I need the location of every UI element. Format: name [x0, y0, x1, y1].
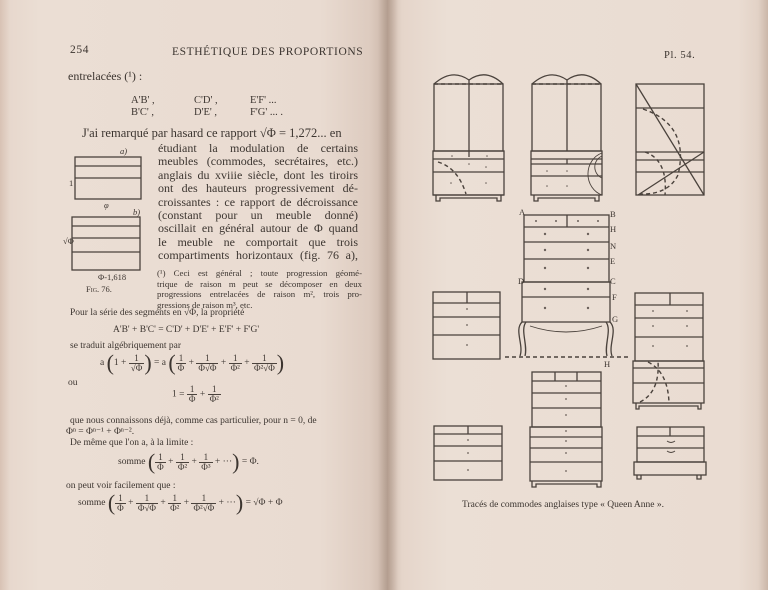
chest-left-bottom	[434, 426, 502, 480]
eq-lhs: 1 =	[172, 389, 185, 400]
eq-result: = Φ.	[241, 457, 259, 468]
known-line-2: Φⁿ = Φⁿ⁻¹ + Φⁿ⁻².	[66, 427, 135, 437]
point-label-n: N	[610, 241, 617, 251]
eq-word: somme	[78, 498, 106, 509]
footnote-line: gressions de raison m³, etc.	[157, 299, 253, 310]
ou-line: ou	[68, 378, 78, 388]
point-label-d: D	[518, 276, 525, 286]
running-head: ESTHÉTIQUE DES PROPORTIONS	[172, 46, 364, 58]
fig-label-b-side: √Φ	[63, 236, 74, 246]
point-label-c: C	[610, 276, 616, 286]
secretary-bookcase-1	[433, 75, 504, 201]
point-label-f: F	[612, 292, 617, 302]
geometric-construction	[636, 84, 704, 195]
equation-sum2: somme ( $\frac{1}{\Phi}$ + $\frac{1}{\Phi√\Phi}$ + $\frac{1}{\text{Φ²}}$ + $\frac{1}{\text{Φ²√Φ}}$ + ···) = √Φ + Φ	[78, 490, 283, 515]
paragraph-line: oscillait en général autour de Φ quand	[158, 221, 358, 236]
eq-ellipsis: + ···	[214, 457, 233, 468]
plate-number: Pl. 54.	[664, 50, 696, 61]
eq-prefix: a	[100, 358, 105, 369]
paragraph-line: meubles (commodes, secrétaires, etc.)	[158, 154, 358, 169]
segment-cell: E'F' ...	[250, 95, 277, 106]
point-label-a: A	[519, 207, 526, 217]
segment-cell: F'G' ... .	[250, 107, 283, 118]
paragraph-line: croissantes : ce rapport de décroissance	[158, 194, 358, 209]
equation-limit: somme ( $\frac{1}{\Phi}$ + $\frac{1}{\text{Φ²}}$ + $\frac{1}{\text{Φ³}}$ + ···) = Φ.	[118, 449, 259, 474]
secretary-bookcase-2	[531, 75, 602, 201]
eq-word: somme	[118, 457, 146, 468]
known-line-1: que nous connaissons déjà, comme cas particulier, pour n = 0, de	[70, 416, 317, 426]
paragraph-line: étudiant la modulation de certains	[158, 141, 358, 155]
segment-cell: B'C' ,	[131, 107, 155, 118]
fig-label-b-bottom: Φ-1,618	[98, 272, 127, 282]
easily-line: on peut voir facilement que :	[66, 481, 176, 491]
figure-caption: Fig. 76.	[86, 284, 112, 294]
algebra-line: se traduit algébriquement par	[70, 341, 182, 351]
eq-rhs-prefix: = a	[154, 358, 166, 369]
fig-label-phi: φ	[104, 200, 109, 210]
paragraph-line: compartiments horizontaux (fig. 76 a),	[158, 248, 358, 263]
segment-cell: A'B' ,	[131, 95, 155, 106]
footnote-line: progressions entrelacées de raison m², trois pro-	[157, 289, 362, 299]
limit-line: De même que l'on a, à la limite :	[70, 438, 194, 448]
tall-chest-bottom	[530, 372, 602, 487]
chest-right-bottom	[634, 427, 706, 479]
chest-left-middle	[433, 292, 500, 359]
intro-line: entrelacées (¹) :	[68, 69, 143, 83]
chest-right-lower	[633, 361, 704, 409]
point-label-g: G	[612, 314, 619, 324]
plate-caption: Tracés de commodes anglaises type « Queen Anne ».	[462, 500, 665, 510]
chest-right-middle	[635, 293, 703, 361]
segment-cell: D'E' ,	[194, 107, 218, 118]
series-line: Pour la série des segments en √Φ, la propriété	[70, 308, 245, 318]
page-number: 254	[70, 44, 90, 56]
highboy-chest	[505, 215, 630, 357]
point-label-h: H	[610, 224, 617, 234]
paragraph-line: ont des hauteurs progressivement dé-	[158, 181, 358, 196]
equation-simple: 1 = $\frac{1}{\Phi}$ + $\frac{1}{\text{Φ²}}$	[172, 384, 219, 404]
fig-label-a: a)	[120, 146, 128, 156]
paragraph-line: anglais du xviiie siècle, dont les tiroirs	[158, 167, 358, 182]
paragraph-line: (constant pour un meuble donné)	[158, 208, 358, 223]
point-label-b: B	[610, 209, 616, 219]
equation-main: a (1 + $\frac{1}{√\Phi}$ ) = a ( $\frac{1}{\Phi}$ + $\frac{1}{\Phi√\Phi}$ + $\frac{1}{\text{Φ²}}$ + $\frac{1}{\text{Φ²√Φ}}$ )	[100, 350, 285, 375]
paragraph-line: le meuble ne comportait que trois	[158, 234, 358, 249]
fig-label-1: 1	[69, 178, 74, 188]
point-label-h2: H	[604, 359, 611, 369]
footnote-line: trique de raison m peut se décomposer en deux	[157, 278, 362, 289]
paragraph-first-line: J'ai remarqué par hasard ce rapport √Φ = 1,272... en	[82, 126, 342, 140]
equation-property: A'B' + B'C' = C'D' + D'E' + E'F' + F'G'	[113, 325, 260, 335]
eq-term: 1	[113, 358, 119, 369]
point-label-e: E	[610, 256, 616, 266]
eq-result: = √Φ + Φ	[245, 498, 283, 509]
segment-cell: C'D' ,	[194, 95, 218, 106]
fig-label-b: b)	[133, 207, 141, 217]
footnote-line: (¹) Ceci est général ; toute progression géomé-	[157, 268, 362, 278]
eq-ellipsis: + ···	[218, 498, 236, 509]
